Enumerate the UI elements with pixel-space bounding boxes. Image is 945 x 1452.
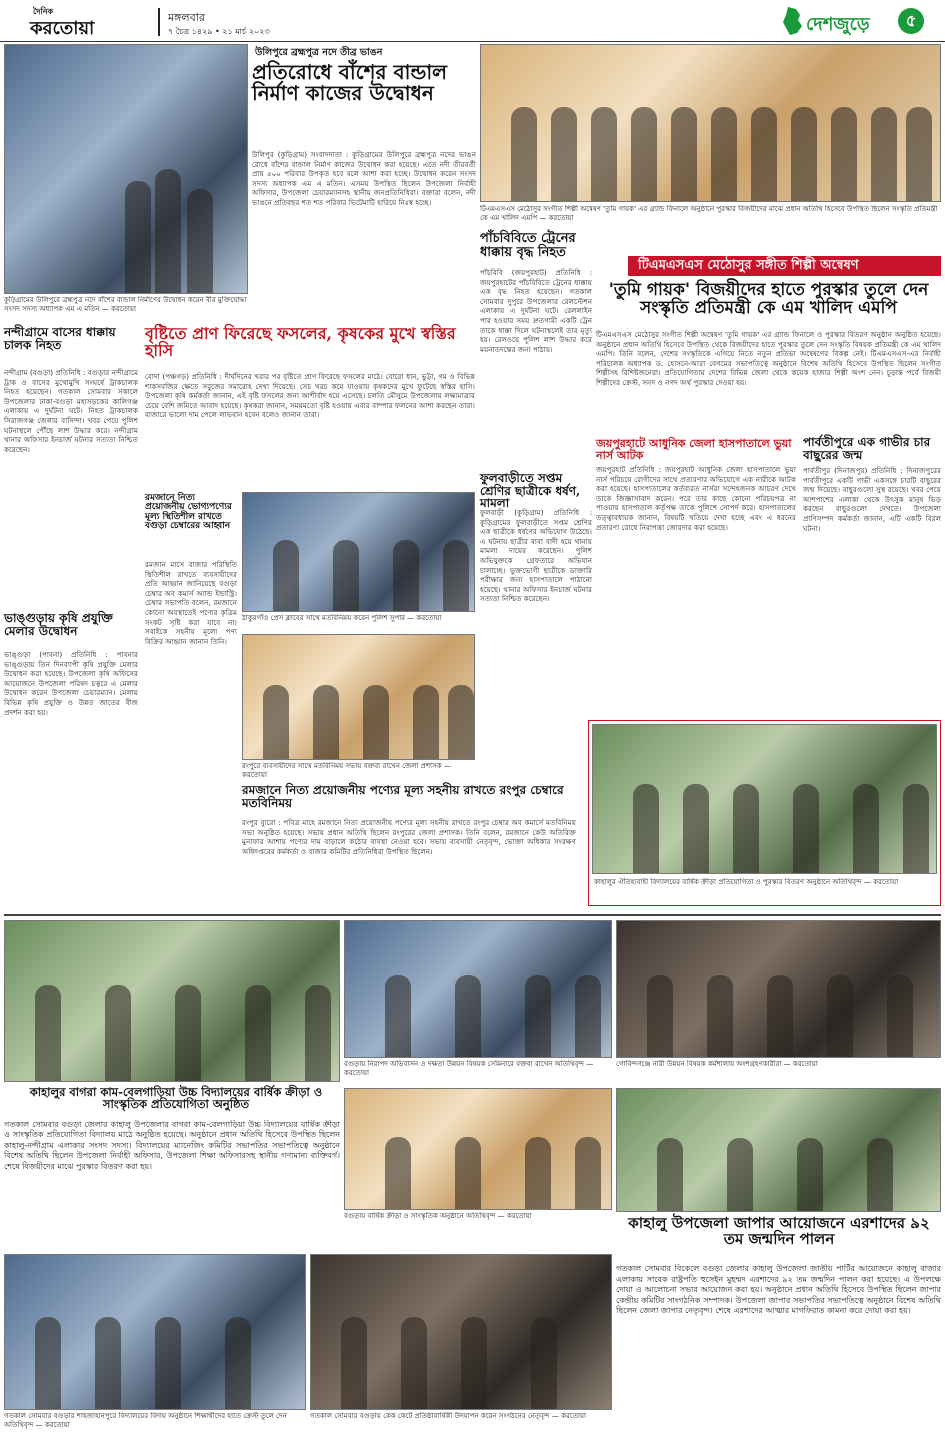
award-photo: [480, 44, 941, 202]
culture-photo: [344, 1088, 612, 1210]
birthday-photo: [616, 1088, 941, 1212]
kahaloo-sports-headline: কাহালুর বাগরা কাম-বেলগাড়িয়া উচ্চ বিদ্যালয়ের বার্ষিক ক্রীড়া ও সাংস্কৃতিক প্রতিযোগিতা অনুষ্ঠিত: [29, 1085, 323, 1112]
student-headline: ফুলবাড়ীতে সপ্তম শ্রেণির ছাত্রীকে ধর্ষণ, মামলা: [480, 471, 581, 511]
farewell-caption: গতকাল সোমবার বগুড়ার শাহজাহানপুরে বিদ্যালয়ের বিদায় অনুষ্ঠানে শিক্ষার্থীদের হাতে ক্রেস্ট তুলে দেন অতিথিবৃন্দ — করতোয়া: [4, 1412, 287, 1429]
event-caption: কাহালুর ঐতিহ্যবাহী বিদ্যালয়ের বার্ষিক ক্রীড়া প্রতিযোগিতা ও পুরস্কার বিতরণ অনুষ্ঠানে অতিথিবৃন্দ — করতোয়া: [594, 878, 899, 886]
event-photo: [592, 724, 937, 874]
cake-photo: [310, 1254, 612, 1410]
ramadan-headline: রমজানে নিত্য প্রয়োজনীয় পণ্যের মূল্য সহনীয় রাখতে রংপুর চেম্বারে মতবিনিময়: [242, 783, 564, 810]
brand-small: দৈনিক: [33, 7, 54, 16]
tmss-headline: 'তুমি গায়ক' বিজয়ীদের হাতে পুরস্কার তুলে দেন সংস্কৃতি প্রতিমন্ত্রী কে এম খালিদ এমপি: [608, 280, 929, 318]
press-photo: [242, 492, 475, 612]
river-photo: [4, 44, 248, 294]
ulipur-kicker: উলিপুরে ব্রহ্মপুত্র নদে তীব্র ভাঙন: [255, 47, 383, 58]
hospital-headline: জয়পুরহাটে আধুনিক জেলা হাসপাতালে ভুয়া নার্স আটক: [596, 437, 792, 462]
press-caption: ঠাকুরগাঁও প্রেস ক্লাবের সাথে মতবিনিময় করেন পুলিশ সুপার — করতোয়া: [242, 614, 442, 622]
sports-photo: [4, 920, 340, 1082]
nondigram-headline: নন্দীগ্রামে বাসের ধাক্কায় চালক নিহত: [4, 325, 116, 352]
workshop-photo: [616, 920, 941, 1058]
ulipur-caption: কুড়িগ্রামের উলিপুরে ব্রহ্মপুত্র নদে বাঁশের বান্ডাল নির্মাণের উদ্বোধন করেন বীর মুক্তিযোদ্ধা সংসদ সদস্য অধ্যাপক এম এ মতিন — করতোয়া: [4, 296, 247, 313]
brand-logo: করতোয়া: [30, 18, 95, 39]
farewell-photo: [4, 1254, 306, 1410]
seminar-photo: [344, 920, 612, 1058]
masthead: [0, 0, 945, 42]
meeting-photo: [242, 634, 475, 760]
section-rule: [4, 914, 941, 916]
train-headline: পাঁচবিবিতে ট্রেনের ধাক্কায় বৃদ্ধ নিহত: [480, 231, 576, 260]
crops-body: বোদা (পঞ্চগড়) প্রতিনিধি : দীর্ঘদিনের খরার পর বৃষ্টিতে প্রাণ ফিরেছে ফসলের মাঠে। বোরো ধান, ভুট্টা, গম ও বিভিন্ন শাকসবজির ক্ষেতে সবুজের সমারোহ দেখা দিয়েছে। সেচ খরচ কমে যাওয়ায় কৃষকদের মুখে ফুটেছে স্বস্তির হাসি। উপজেলা কৃষি কর্মকর্তা জানান, এই বৃষ্টি ফসলের জন্য আশীর্বাদ হয়ে এসেছে। চলতি মৌসুমে উপজেলায় লক্ষ্যমাত্রার চেয়ে বেশি জমিতে আবাদ হয়েছে। কৃষকরা জানান, সময়মতো বৃষ্টি হওয়ায় এবার বাম্পার ফলনের আশা করছেন তারা। বাজারে ভালো দাম পেলে লাভবান হবেন বলেও জানান তারা।: [145, 372, 475, 420]
hospital-body: জয়পুরহাট প্রতিনিধি : জয়পুরহাট আধুনিক জেলা হাসপাতালে ভুয়া নার্স পরিচয়ে রোগীদের সাথে প্রতারণার অভিযোগে এক নারীকে আটক করা হয়েছে। হাসপাতালের কর্তব্যরত নার্সরা সন্দেহজনক আচরণ দেখে তাকে জিজ্ঞাসাবাদ করেন। পরে তার কাছে কোনো পরিচয়পত্র না পাওয়ায় হাসপাতাল কর্তৃপক্ষ তাকে পুলিশে সোপর্দ করে। হাসপাতালের তত্ত্বাবধায়ক জানান, বিষয়টি খতিয়ে দেখা হচ্ছে এবং এ ধরনের প্রতারণা রোধে নিরাপত্তা জোরদার করা হয়েছে।: [596, 465, 796, 532]
jatiya-headline: কাহালু উপজেলা জাপার আয়োজনে এরশাদের ৯২ তম জন্মদিন পালন: [628, 1214, 930, 1248]
award-caption: টিএমএসএস মেঠোসুর সংগীত শিল্পী অন্বেষণ 'তুমি গায়ক' এর গ্র্যান্ড ফিনালে অনুষ্ঠানে পুরস্কার বিজয়ীদের মাঝে প্রধান অতিথি হিসেবে উপস্থিত ছিলেন সংস্কৃতি প্রতিমন্ত্রী কে এম খালিদ এমপি — করতোয়া: [480, 205, 938, 222]
meeting-caption: রংপুরে ব্যবসায়ীদের সাথে মতবিনিময় সভায় বক্তব্য রাখেন জেলা প্রশাসক — করতোয়া: [242, 762, 451, 779]
bhangura-headline: ভাঙ্গুড়ায় কৃষি প্রযুক্তি মেলার উদ্বোধন: [4, 611, 113, 638]
ramadan-body: রংপুর ব্যুরো : পবিত্র মাহে রমজানে নিত্য প্রয়োজনীয় পণ্যের মূল্য সহনীয় রাখতে রংপুর চেম্বার অব কমার্সে মতবিনিময় সভা অনুষ্ঠিত হয়েছে। সভায় প্রধান অতিথি ছিলেন রংপুরের জেলা প্রশাসক। তিনি বলেন, রমজানে কেউ অতিরিক্ত মুনাফার আশায় পণ্যের দাম বাড়ালে কঠোর ব্যবস্থা নেওয়া হবে। সভায় ব্যবসায়ী নেতৃবৃন্দ, ভোক্তা অধিকার সংরক্ষণ অধিদপ্তরের কর্মকর্তা ও বাজার কমিটির প্রতিনিধিরা উপস্থিত ছিলেন।: [242, 818, 576, 856]
ulipur-body: উলিপুর (কুড়িগ্রাম) সংবাদদাতা : কুড়িগ্রামের উলিপুরে ব্রহ্মপুত্র নদের ভাঙন রোধে বাঁশের বান্ডাল নির্মাণ কাজের উদ্বোধন করা হয়েছে। এতে নদী তীরবর্তী প্রায় ৫০০ পরিবার উপকৃত হবে বলে আশা করা হচ্ছে। উদ্বোধন করেন সংসদ সদস্য অধ্যাপক এম এ মতিন। এসময় উপস্থিত ছিলেন উপজেলা নির্বাহী অফিসার, উপজেলা চেয়ারম্যানসহ স্থানীয় জনপ্রতিনিধিরা। বক্তারা বলেন, নদী ভাঙনে প্রতিবছর শত শত পরিবার ভিটেমাটি হারিয়ে নিঃস্ব হচ্ছে।: [252, 150, 476, 207]
bhangura-body: ভাঙ্গুড়া (পাবনা) প্রতিনিধি : পাবনার ভাঙ্গুড়ায় তিন দিনব্যাপী কৃষি প্রযুক্তি মেলার উদ্বোধন করা হয়েছে। উপজেলা কৃষি অফিসের আয়োজনে উপজেলা পরিষদ চত্বরে এ মেলার উদ্বোধন করেন উপজেলা চেয়ারম্যান। মেলায় বিভিন্ন কৃষি প্রযুক্তি ও উন্নত জাতের বীজ প্রদর্শন করা হয়।: [4, 650, 138, 717]
tmss-band: [628, 256, 941, 276]
cow-headline: পার্বতীপুরে এক গাভীর চার বাছুরের জন্ম: [803, 435, 931, 462]
masthead-divider: [158, 8, 160, 36]
map-icon: [780, 6, 804, 36]
student-body: ফুলবাড়ী (কুড়িগ্রাম) প্রতিনিধি : কুড়িগ্রামের ফুলবাড়ীতে সপ্তম শ্রেণির এক ছাত্রীকে ধর্ষণের অভিযোগ উঠেছে। এ ঘটনায় ছাত্রীর বাবা বাদী হয়ে থানায় মামলা দায়ের করেছেন। পুলিশ অভিযুক্তকে গ্রেফতারে অভিযান চালাচ্ছে। ভুক্তভোগী ছাত্রীকে ডাক্তারি পরীক্ষার জন্য হাসপাতালে পাঠানো হয়েছে। থানার অফিসার ইনচার্জ ঘটনার সত্যতা নিশ্চিত করেছেন।: [480, 508, 592, 604]
tmss-body: টিএমএসএস মেঠোসুর সংগীত শিল্পী অন্বেষণ 'তুমি গায়ক' এর গ্র্যান্ড ফিনালে ও পুরস্কার বিতরণ অনুষ্ঠান অনুষ্ঠিত হয়েছে। অনুষ্ঠানে প্রধান অতিথি হিসেবে উপস্থিত থেকে বিজয়ীদের হাতে পুরস্কার তুলে দেন সংস্কৃতি বিষয়ক প্রতিমন্ত্রী কে এম খালিদ এমপি। তিনি বলেন, দেশের সংস্কৃতিকে এগিয়ে নিতে নতুন প্রতিভা অন্বেষণের বিকল্প নেই। টিএমএসএস-এর নির্বাহী পরিচালক অধ্যাপক ড. হোসনে-আরা বেগমের সভাপতিত্বে অনুষ্ঠানে বিশেষ অতিথি হিসেবে উপস্থিত ছিলেন সংগীত শিল্পীসহ বিশিষ্টজনেরা। প্রতিযোগিতায় দেশের বিভিন্ন জেলা থেকে কয়েক হাজার শিল্পী অংশ নেন। চূড়ান্ত পর্বে বিজয়ী শিল্পীদের ক্রেস্ট, সনদ ও নগদ অর্থ পুরস্কার দেওয়া হয়।: [596, 330, 941, 387]
seminar-caption: বগুড়ায় নিরাপদ অভিবাসন ও দক্ষতা উন্নয়ন বিষয়ক সেমিনারে বক্তব্য রাখেন অতিথিবৃন্দ — করতোয়া: [344, 1060, 594, 1077]
culture-caption: বগুড়ায় বার্ষিক ক্রীড়া ও সাংস্কৃতিক অনুষ্ঠানে অতিথিবৃন্দ — করতোয়া: [344, 1212, 532, 1220]
train-body: পাঁচবিবি (জয়পুরহাট) প্রতিনিধি : জয়পুরহাটের পাঁচবিবিতে ট্রেনের ধাক্কায় এক বৃদ্ধ নিহত হয়েছেন। গতকাল সোমবার দুপুরে উপজেলার রেলস্টেশন এলাকায় এ দুর্ঘটনা ঘটে। রেললাইন পার হওয়ার সময় দ্রুতগামী একটি ট্রেন তাকে ধাক্কা দিলে ঘটনাস্থলেই তার মৃত্যু হয়। রেলওয়ে পুলিশ লাশ উদ্ধার করে ময়নাতদন্তের জন্য পাঠায়।: [480, 268, 592, 354]
masthead-rule: [0, 41, 945, 42]
cake-caption: গতকাল সোমবার বগুড়ায় কেক কেটে প্রতিষ্ঠাবার্ষিকী উদযাপন করেন সংগঠনের নেতৃবৃন্দ — করতোয়া: [310, 1412, 587, 1420]
day-label: মঙ্গলবার: [168, 11, 205, 24]
cow-body: পার্বতীপুর (দিনাজপুর) প্রতিনিধি : দিনাজপুরের পার্বতীপুরে একটি গাভী একসঙ্গে চারটি বাছুরের জন্ম দিয়েছে। বাছুরগুলো সুস্থ রয়েছে। খবর পেয়ে আশপাশের এলাকা থেকে উৎসুক মানুষ ভিড় করছেন বাছুরগুলো দেখতে। উপজেলা প্রাণিসম্পদ কর্মকর্তা জানান, এটি একটি বিরল ঘটনা।: [803, 466, 941, 533]
nondigram-body: নন্দীগ্রাম (বগুড়া) প্রতিনিধি : বগুড়ার নন্দীগ্রামে ট্রাক ও বাসের মুখোমুখি সংঘর্ষে ট্রাকচালক নিহত হয়েছেন। গতকাল সোমবার সকালে উপজেলার ঢাকা-বগুড়া মহাসড়কের কালিগঞ্জ এলাকায় এ দুর্ঘটনা ঘটে। নিহত ট্রাকচালক সিরাজগঞ্জ জেলার বাসিন্দা। খবর পেয়ে পুলিশ ঘটনাস্থলে পৌঁছে লাশ উদ্ধার করে। নন্দীগ্রাম থানার অফিসার ইনচার্জ ঘটনার সত্যতা নিশ্চিত করেছেন।: [4, 368, 138, 454]
workshop-caption: গোবিন্দগঞ্জে নারী উন্নয়ন বিষয়ক কর্মশালায় অংশগ্রহণকারীরা — করতোয়া: [616, 1060, 818, 1068]
kahaloo-sports-body: গতকাল সোমবার বগুড়া জেলার কাহালু উপজেলার বাগরা কাম-বেলগাড়িয়া উচ্চ বিদ্যালয়ের বার্ষিক ক্রীড়া ও সাংস্কৃতিক প্রতিযোগিতা বিদ্যালয় মাঠে অনুষ্ঠিত হয়েছে। অনুষ্ঠানে প্রধান অতিথি হিসেবে উপস্থিত ছিলেন কাহালু-নন্দীগ্রাম এলাকার সংসদ সদস্য। বিদ্যালয়ের ম্যানেজিং কমিটির সভাপতির সভাপতিত্বে অনুষ্ঠানে বিশেষ অতিথি ছিলেন উপজেলা নির্বাহী অফিসার, উপজেলা শিক্ষা অফিসারসহ স্থানীয় গণ্যমান্য ব্যক্তিবর্গ। শেষে বিজয়ীদের মাঝে পুরস্কার বিতরণ করা হয়।: [4, 1120, 340, 1171]
ramadan-small-body: রমজান মাসে বাজার পরিস্থিতি স্থিতিশীল রাখতে ব্যবসায়ীদের প্রতি আহ্বান জানিয়েছে বগুড়া চেম্বার অব কমার্স অ্যান্ড ইন্ডাস্ট্রি। চেম্বার সভাপতি বলেন, রমজানে কোনো অবস্থাতেই পণ্যের কৃত্রিম সংকট সৃষ্টি করা যাবে না। সবাইকে সহনীয় মূল্যে পণ্য বিক্রির আহ্বান জানান তিনি।: [145, 560, 237, 646]
ulipur-headline: প্রতিরোধে বাঁশের বান্ডাল নির্মাণ কাজের উদ্বোধন: [252, 60, 448, 105]
page-number: ৫: [898, 8, 924, 34]
crops-headline: বৃষ্টিতে প্রাণ ফিরেছে ফসলের, কৃষকের মুখে স্বস্তির হাসি: [145, 324, 456, 360]
ramadan-small-headline: রমজানে নিত্য প্রয়োজনীয় ভোগ্যপণ্যের মূল্য স্থিতিশীল রাখতে বগুড়া চেম্বারের আহ্বান: [145, 493, 232, 532]
tmss-band-label: টিএমএসএস মেঠোসুর সঙ্গীত শিল্পী অন্বেষণ: [638, 257, 859, 273]
jatiya-body: গতকাল সোমবার বিকেলে বগুড়া জেলার কাহালু উপজেলা জাতীয় পার্টির আয়োজনে কাহালু বাজার এলাকায় সাবেক রাষ্ট্রপতি হুসেইন মুহম্মদ এরশাদের ৯২ তম জন্মদিন পালন করা হয়েছে। এ উপলক্ষে দোয়া ও আলোচনা সভার আয়োজন করা হয়। অনুষ্ঠানে প্রধান অতিথি হিসেবে উপস্থিত ছিলেন জাপার কেন্দ্রীয় কমিটির সাংগঠনিক সম্পাদক। উপজেলা জাপার সভাপতির সভাপতিত্বে অনুষ্ঠানে বিশেষ অতিথি ছিলেন জেলা জাপার নেতৃবৃন্দ। শেষে এরশাদের আত্মার মাগফিরাত কামনা করে দোয়া করা হয়।: [616, 1264, 941, 1316]
section-title: দেশজুড়ে: [806, 14, 870, 35]
date-label: ৭ চৈত্র ১৪২৯ • ২১ মার্চ ২০২৩: [168, 27, 270, 36]
